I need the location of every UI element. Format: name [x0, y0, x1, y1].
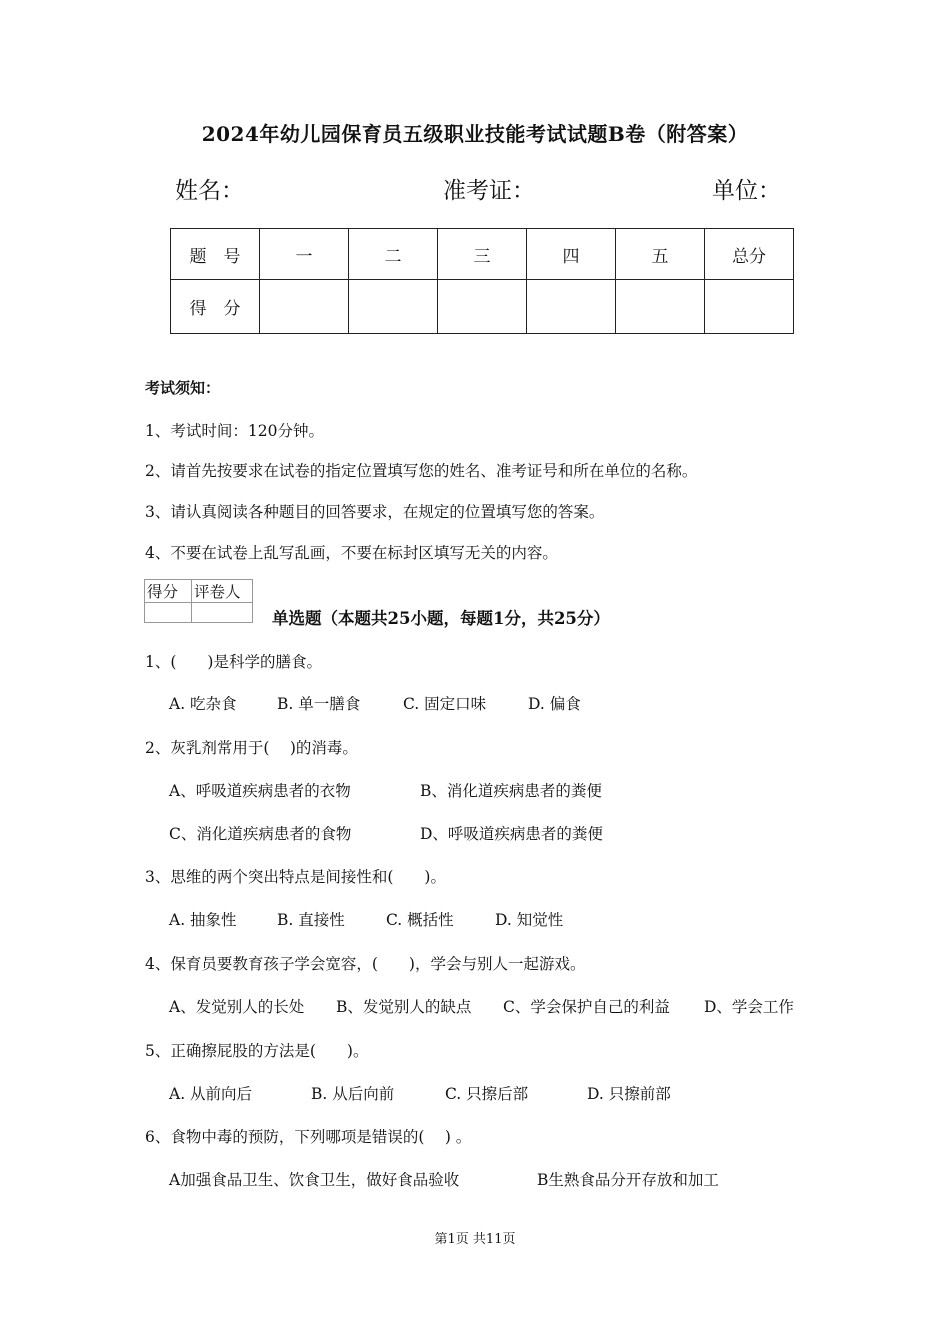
- score-cell[interactable]: [349, 280, 438, 334]
- question-option[interactable]: C. 概括性: [386, 911, 454, 929]
- score-cell[interactable]: [438, 280, 527, 334]
- question-option[interactable]: C. 只擦后部: [445, 1085, 529, 1103]
- question-option[interactable]: B生熟食品分开存放和加工: [537, 1171, 719, 1189]
- score-table-header: 五: [616, 229, 705, 280]
- score-cell[interactable]: [527, 280, 616, 334]
- score-table-header: 一: [260, 229, 349, 280]
- score-cell[interactable]: [705, 280, 794, 334]
- question-stem: 3、思维的两个突出特点是间接性和( )。: [145, 868, 446, 886]
- score-table-header: 三: [438, 229, 527, 280]
- question-option[interactable]: B、发觉别人的缺点: [336, 998, 472, 1016]
- grader-reviewer-cell[interactable]: [192, 603, 253, 623]
- question-option[interactable]: C、消化道疾病患者的食物: [169, 825, 352, 843]
- unit-label: 单位：: [712, 178, 781, 204]
- notice-item: 4、不要在试卷上乱写乱画，不要在标封区填写无关的内容。: [145, 544, 558, 562]
- score-table-header: 二: [349, 229, 438, 280]
- question-option[interactable]: A. 吃杂食: [169, 695, 237, 713]
- score-table: [170, 228, 794, 334]
- name-label: 姓名：: [175, 178, 244, 204]
- question-option[interactable]: A、发觉别人的长处: [169, 998, 305, 1016]
- score-table-score-row: [171, 280, 794, 334]
- question-option[interactable]: A加强食品卫生、饮食卫生，做好食品验收: [169, 1171, 460, 1189]
- grader-score-label: 得分: [145, 580, 192, 603]
- question-option[interactable]: D. 偏食: [528, 695, 581, 713]
- score-table-header: 题 号: [171, 229, 260, 280]
- notice-item: 2、请首先按要求在试卷的指定位置填写您的姓名、准考证号和所在单位的名称。: [145, 462, 698, 480]
- question-stem: 1、( )是科学的膳食。: [145, 653, 322, 671]
- question-option[interactable]: A、呼吸道疾病患者的衣物: [169, 782, 351, 800]
- question-stem: 5、正确擦屁股的方法是( )。: [145, 1042, 369, 1060]
- notice-title: 考试须知：: [145, 379, 221, 397]
- question-option[interactable]: D、学会工作: [704, 998, 794, 1016]
- score-cell[interactable]: [260, 280, 349, 334]
- score-row-label: 得 分: [171, 280, 260, 334]
- question-option[interactable]: B、消化道疾病患者的粪便: [420, 782, 602, 800]
- question-option[interactable]: B. 从后向前: [311, 1085, 395, 1103]
- question-option[interactable]: C. 固定口味: [403, 695, 487, 713]
- question-option[interactable]: C、学会保护自己的利益: [503, 998, 670, 1016]
- question-option[interactable]: B. 单一膳食: [277, 695, 361, 713]
- exam-id-label: 准考证：: [443, 178, 535, 204]
- page-footer: 第1页 共11页: [434, 1232, 516, 1247]
- score-table-header: 总分: [705, 229, 794, 280]
- question-option[interactable]: D、呼吸道疾病患者的粪便: [420, 825, 603, 843]
- grader-reviewer-label: 评卷人: [192, 580, 253, 603]
- notice-item: 1、考试时间：120分钟。: [145, 422, 324, 440]
- section-title: 单选题（本题共25小题，每题1分，共25分）: [272, 609, 610, 628]
- question-option[interactable]: B. 直接性: [277, 911, 345, 929]
- question-option[interactable]: D. 知觉性: [495, 911, 564, 929]
- question-option[interactable]: A. 从前向后: [169, 1085, 253, 1103]
- score-table-header: 四: [527, 229, 616, 280]
- grader-score-cell[interactable]: [145, 603, 192, 623]
- question-option[interactable]: A. 抽象性: [169, 911, 237, 929]
- notice-item: 3、请认真阅读各种题目的回答要求，在规定的位置填写您的答案。: [145, 503, 605, 521]
- score-table-header-row: [171, 229, 794, 280]
- grader-box: [144, 579, 253, 623]
- question-stem: 4、保育员要教育孩子学会宽容，( )，学会与别人一起游戏。: [145, 955, 586, 973]
- question-stem: 6、食物中毒的预防，下列哪项是错误的( ) 。: [145, 1128, 472, 1146]
- exam-title: 2024年幼儿园保育员五级职业技能考试试题B卷（附答案）: [201, 122, 749, 146]
- score-cell[interactable]: [616, 280, 705, 334]
- question-option[interactable]: D. 只擦前部: [587, 1085, 671, 1103]
- question-stem: 2、灰乳剂常用于( )的消毒。: [145, 739, 358, 757]
